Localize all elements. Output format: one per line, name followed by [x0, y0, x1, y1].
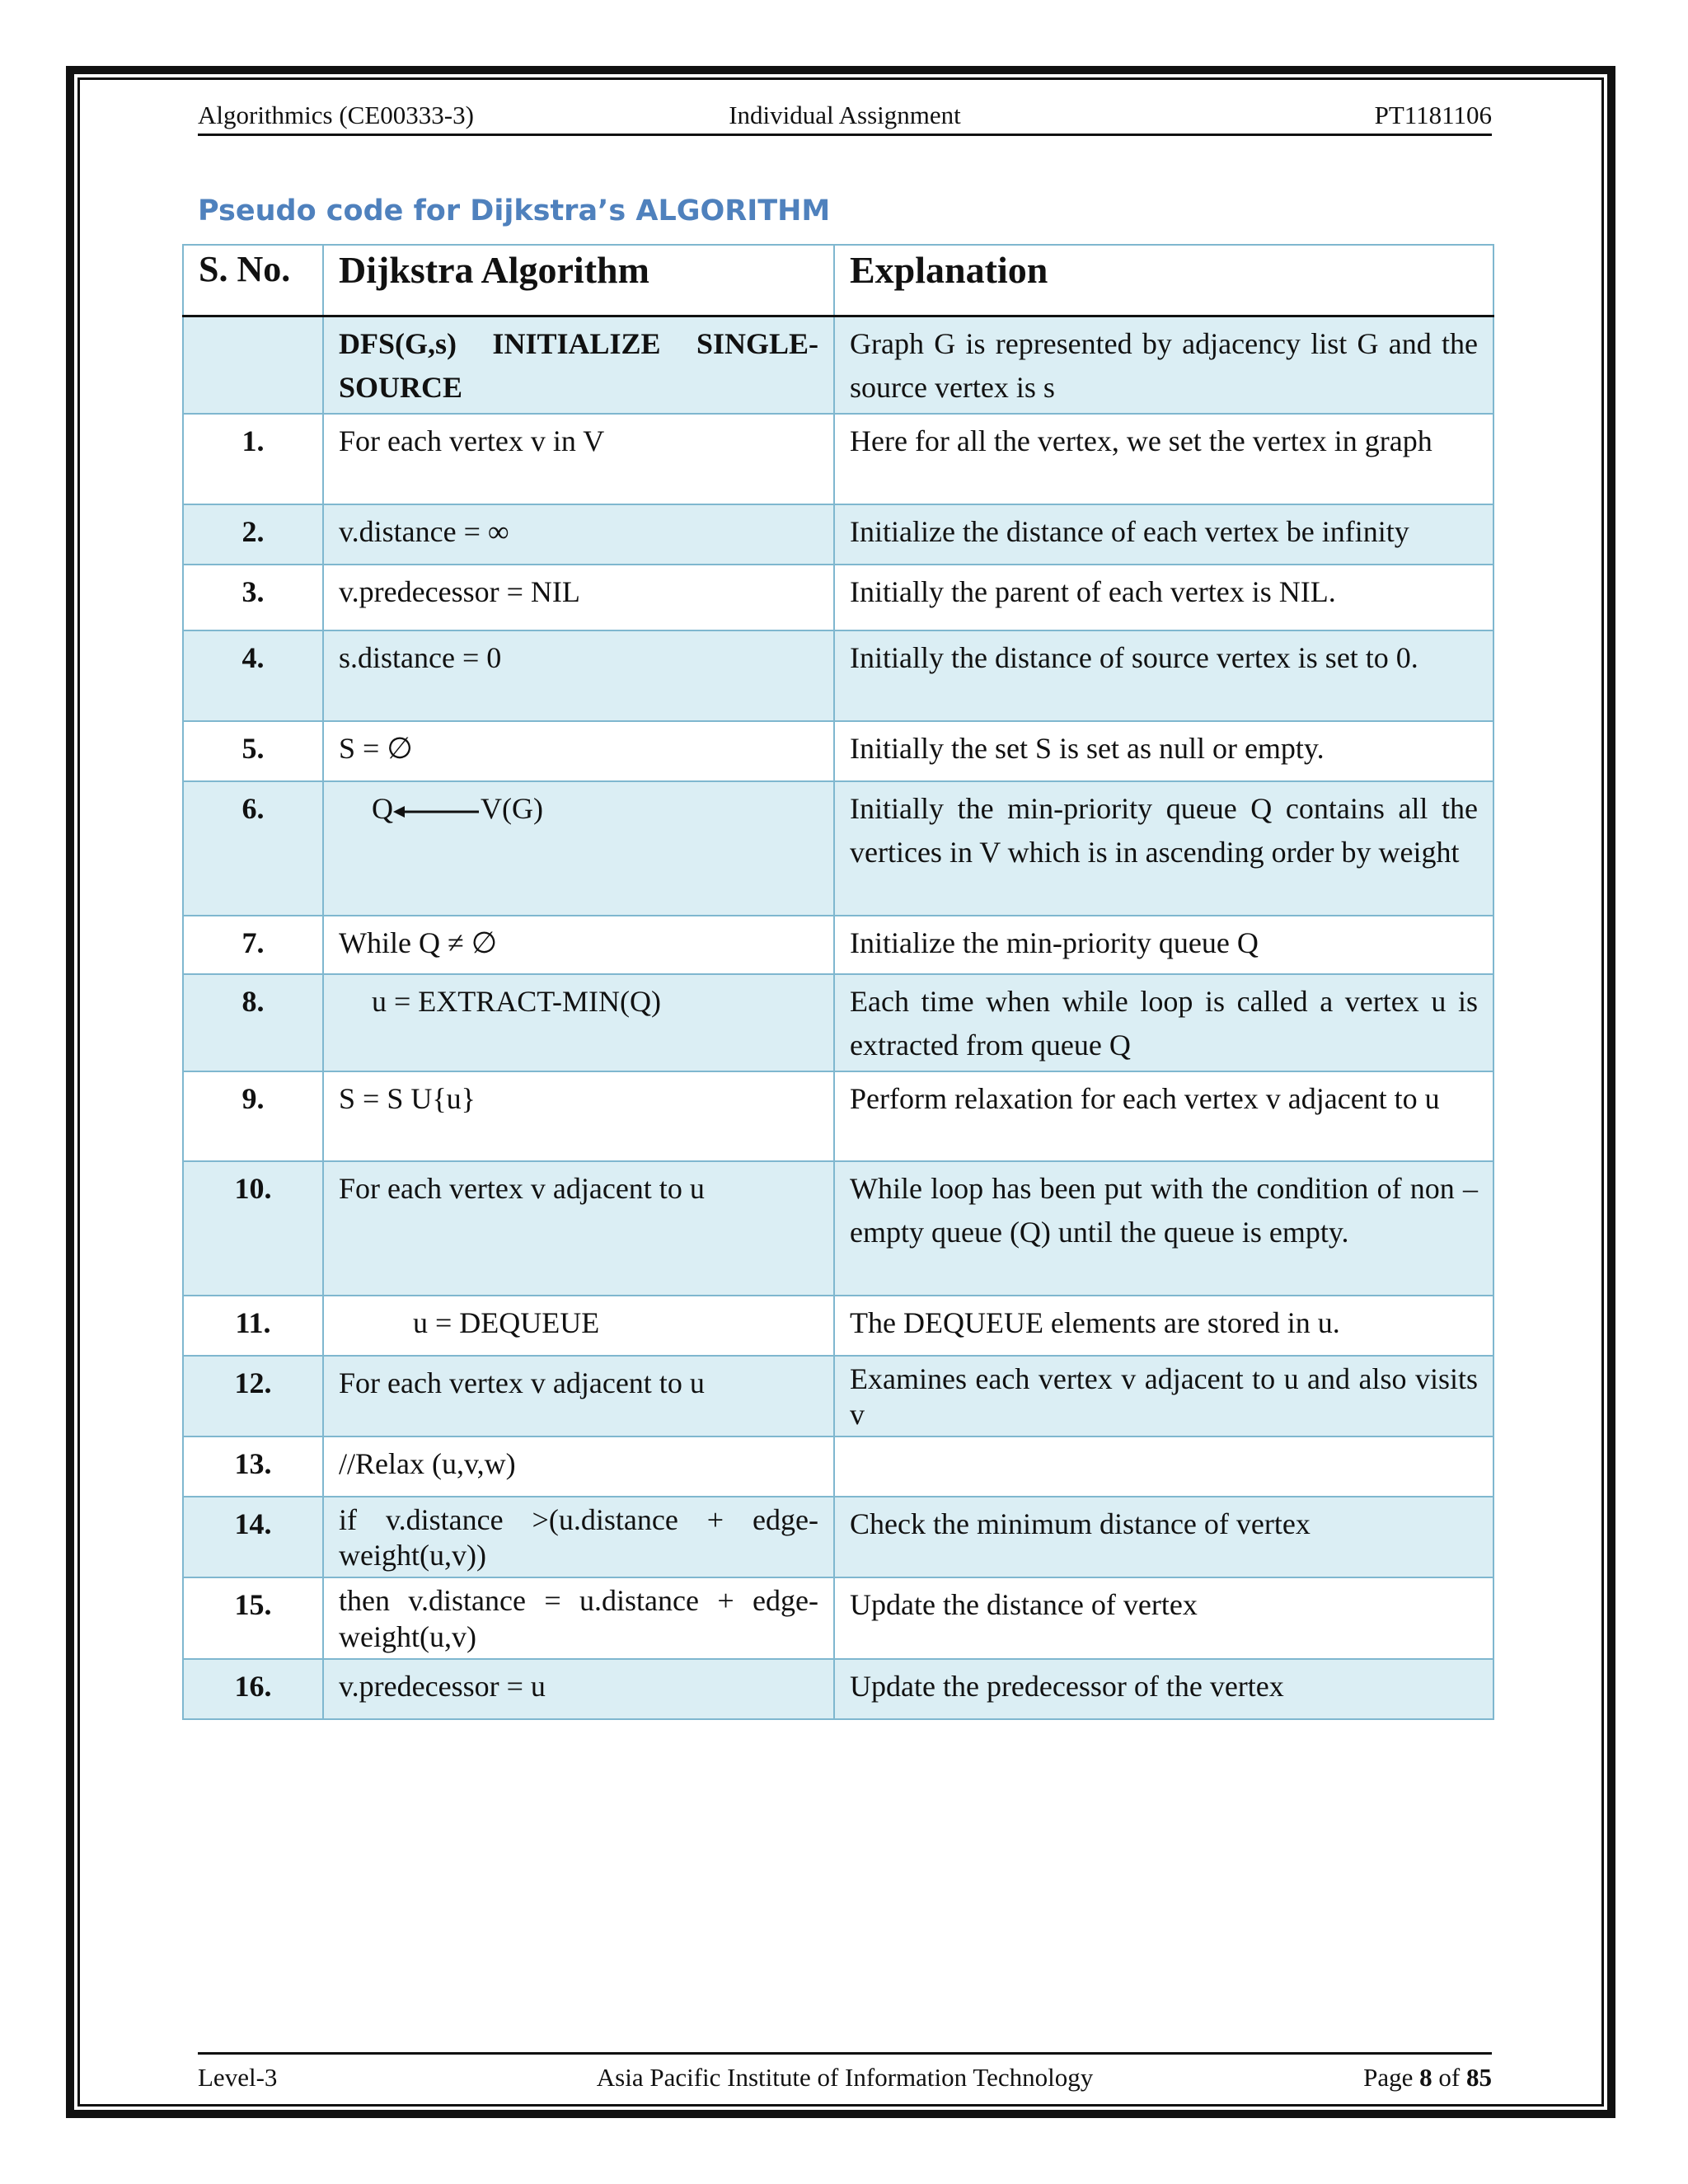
row-number: 1. — [183, 414, 323, 504]
footer-institute: Asia Pacific Institute of Information Technology — [596, 2063, 1094, 2092]
row-code: For each vertex v adjacent to u — [323, 1161, 834, 1296]
row-explanation: While loop has been put with the condition of non – empty queue (Q) until the queue is empty. — [834, 1161, 1493, 1296]
page-footer — [198, 2052, 1492, 2096]
row-explanation: Initialize the min-priority queue Q — [834, 916, 1493, 974]
table-header-row — [183, 245, 1493, 316]
row-explanation: The DEQUEUE elements are stored in u. — [834, 1296, 1493, 1356]
table-row — [183, 974, 1493, 1071]
page-header — [198, 97, 1492, 136]
vertex-set-label: V(G) — [481, 791, 543, 825]
table-row — [183, 504, 1493, 565]
table-row — [183, 1659, 1493, 1719]
row-code: S = S U{u} — [323, 1071, 834, 1161]
column-header-explanation: Explanation — [834, 245, 1493, 316]
row-explanation: Initially the min-priority queue Q contains all the vertices in V which is in ascending order by weight — [834, 781, 1493, 916]
section-title: Pseudo code for Dijkstra’s ALGORITHM — [198, 194, 831, 227]
row-explanation: Perform relaxation for each vertex v adjacent to u — [834, 1071, 1493, 1161]
page-current: 8 — [1419, 2063, 1432, 2092]
row-number: 7. — [183, 916, 323, 974]
table-row — [183, 916, 1493, 974]
row-number: 4. — [183, 630, 323, 721]
row-number: 13. — [183, 1436, 323, 1497]
table-row — [183, 1071, 1493, 1161]
row-code: v.predecessor = NIL — [323, 565, 834, 630]
table-row — [183, 1577, 1493, 1658]
row-number: 10. — [183, 1161, 323, 1296]
row-code-text: u = DEQUEUE — [413, 1305, 600, 1339]
header-student-id: PT1181106 — [1374, 101, 1492, 129]
row-explanation — [834, 1436, 1493, 1497]
row-number: 11. — [183, 1296, 323, 1356]
table-row — [183, 630, 1493, 721]
row-number: 8. — [183, 974, 323, 1071]
row-code: While Q ≠ ∅ — [323, 916, 834, 974]
table-row — [183, 316, 1493, 414]
row-explanation: Examines each vertex v adjacent to u and also visits v — [834, 1356, 1493, 1436]
table-row — [183, 721, 1493, 781]
table-row — [183, 1436, 1493, 1497]
column-header-sno: S. No. — [183, 245, 323, 316]
page-of-label: of — [1438, 2063, 1461, 2092]
row-number: 12. — [183, 1356, 323, 1436]
row-number: 15. — [183, 1577, 323, 1658]
row-code: S = ∅ — [323, 721, 834, 781]
table-row — [183, 1296, 1493, 1356]
row-explanation: Graph G is represented by adjacency list G and the source vertex is s — [834, 316, 1493, 414]
table-row — [183, 565, 1493, 630]
row-code-text: u = EXTRACT-MIN(Q) — [372, 984, 661, 1018]
row-code: s.distance = 0 — [323, 630, 834, 721]
row-code: if v.distance >(u.distance + edge-weight(u,v)) — [323, 1497, 834, 1577]
left-arrow-icon — [393, 804, 481, 820]
row-explanation: Initially the parent of each vertex is NIL. — [834, 565, 1493, 630]
row-code: For each vertex v in V — [323, 414, 834, 504]
row-number: 2. — [183, 504, 323, 565]
row-explanation: Initially the set S is set as null or empty. — [834, 721, 1493, 781]
column-header-algorithm: Dijkstra Algorithm — [323, 245, 834, 316]
queue-label: Q — [372, 791, 393, 825]
table-row — [183, 1161, 1493, 1296]
row-code: For each vertex v adjacent to u — [323, 1356, 834, 1436]
row-code — [323, 974, 834, 1071]
row-code: DFS(G,s) INITIALIZE SINGLE-SOURCE — [323, 316, 834, 414]
row-number: 3. — [183, 565, 323, 630]
row-explanation: Here for all the vertex, we set the vertex in graph — [834, 414, 1493, 504]
row-code — [323, 1296, 834, 1356]
row-explanation: Initially the distance of source vertex is set to 0. — [834, 630, 1493, 721]
row-code: v.predecessor = u — [323, 1659, 834, 1719]
row-number: 9. — [183, 1071, 323, 1161]
row-number: 6. — [183, 781, 323, 916]
row-explanation: Check the minimum distance of vertex — [834, 1497, 1493, 1577]
row-explanation: Initialize the distance of each vertex be infinity — [834, 504, 1493, 565]
row-number: 5. — [183, 721, 323, 781]
table-row — [183, 781, 1493, 916]
page-label: Page — [1363, 2063, 1414, 2092]
row-code: //Relax (u,v,w) — [323, 1436, 834, 1497]
row-number: 14. — [183, 1497, 323, 1577]
row-number: 16. — [183, 1659, 323, 1719]
table-row — [183, 1497, 1493, 1577]
header-course: Algorithmics (CE00333-3) — [198, 101, 474, 129]
row-code: then v.distance = u.distance + edge-weight(u,v) — [323, 1577, 834, 1658]
footer-page-number — [1363, 2063, 1492, 2093]
row-explanation: Update the predecessor of the vertex — [834, 1659, 1493, 1719]
table-row — [183, 414, 1493, 504]
row-code: v.distance = ∞ — [323, 504, 834, 565]
header-assignment: Individual Assignment — [729, 101, 961, 129]
row-explanation: Update the distance of vertex — [834, 1577, 1493, 1658]
row-explanation: Each time when while loop is called a vertex u is extracted from queue Q — [834, 974, 1493, 1071]
page-total: 85 — [1466, 2063, 1492, 2092]
pseudocode-table — [182, 244, 1494, 1720]
row-number — [183, 316, 323, 414]
table-row — [183, 1356, 1493, 1436]
row-code — [323, 781, 834, 916]
footer-level: Level-3 — [198, 2063, 278, 2092]
